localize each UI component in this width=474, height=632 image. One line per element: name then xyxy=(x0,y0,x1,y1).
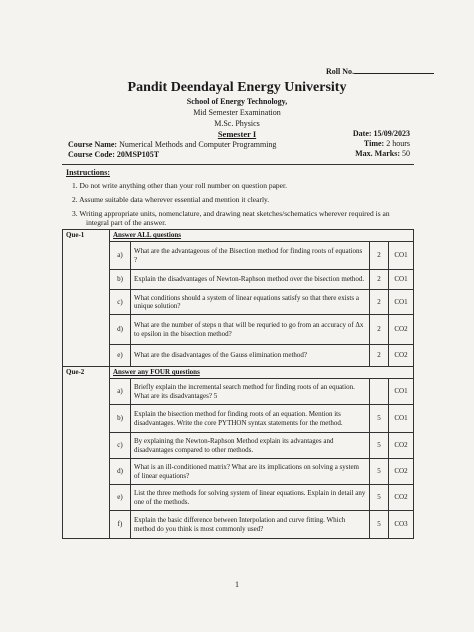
date-label: Date: xyxy=(352,129,372,138)
co-cell: CO1 xyxy=(389,270,414,290)
university-name: Pandit Deendayal Energy University xyxy=(127,80,347,95)
table-row xyxy=(63,511,414,539)
sub-question-label: f) xyxy=(110,511,131,539)
marks-cell: 5 xyxy=(370,511,389,539)
instruction-item: 1. Do not write anything other than your roll number on question paper. xyxy=(72,181,287,190)
question-label: Que-1 xyxy=(63,230,110,367)
question-text: What is an ill-conditioned matrix? What are its implications on solving a system of linear equations? xyxy=(131,459,370,485)
sub-question-label: a) xyxy=(110,242,131,270)
table-row xyxy=(63,485,414,511)
marks-cell: 2 xyxy=(370,345,389,367)
question-text: Explain the disadvantages of Newton-Raphson method over the bisection method. xyxy=(131,270,370,290)
question-text: List the three methods for solving system of linear equations. Explain in detail any one of the methods. xyxy=(131,485,370,511)
question-text: Explain the basic difference between Interpolation and curve fitting. Which method do you think is most commonly used? xyxy=(131,511,370,539)
table-row xyxy=(63,459,414,485)
divider xyxy=(62,164,414,165)
sub-question-label: b) xyxy=(110,270,131,290)
co-cell: CO1 xyxy=(389,405,414,433)
table-row xyxy=(63,315,414,345)
instructions-list xyxy=(72,181,414,232)
course-name-label: Course Name: xyxy=(68,140,118,149)
section-heading: Answer any FOUR questions xyxy=(110,367,414,379)
marks-cell: 5 xyxy=(370,459,389,485)
co-cell: CO2 xyxy=(389,485,414,511)
co-cell: CO2 xyxy=(389,315,414,345)
roll-number-field xyxy=(326,66,434,76)
table-row xyxy=(63,270,414,290)
co-cell: CO3 xyxy=(389,511,414,539)
sub-question-label: e) xyxy=(110,485,131,511)
question-text: What are the advantageous of the Bisection method for finding roots of equations ? xyxy=(131,242,370,270)
marks-cell: 5 xyxy=(370,405,389,433)
semester-label: Semester I xyxy=(217,129,257,139)
sub-question-label: e) xyxy=(110,345,131,367)
question-text: What conditions should a system of linear equations satisfy so that there exists a unique solution? xyxy=(131,290,370,315)
marks-cell: 2 xyxy=(370,270,389,290)
co-cell: CO2 xyxy=(389,459,414,485)
sub-question-label: a) xyxy=(110,379,131,405)
max-marks: 50 xyxy=(402,149,410,158)
course-info xyxy=(68,140,276,160)
course-name: Numerical Methods and Computer Programming xyxy=(119,140,277,149)
co-cell: CO2 xyxy=(389,433,414,459)
question-text: Explain the bisection method for finding roots of an equation. Mention its disadvantages. Write the core PYTHON syntax statements for the method. xyxy=(131,405,370,433)
sub-question-label: d) xyxy=(110,315,131,345)
table-row xyxy=(63,405,414,433)
instructions-title: Instructions: xyxy=(66,168,111,177)
roll-number-label: Roll No. xyxy=(326,67,354,76)
marks-cell: 2 xyxy=(370,290,389,315)
exam-date: 15/09/2023 xyxy=(373,129,410,138)
sub-question-label: c) xyxy=(110,290,131,315)
table-row xyxy=(63,345,414,367)
co-cell: CO1 xyxy=(389,290,414,315)
sub-question-label: d) xyxy=(110,459,131,485)
instruction-item: 3. Writing appropriate units, nomenclature, and drawing neat sketches/schematics wherever required is an integral part of the answer. xyxy=(72,209,390,227)
co-cell: CO1 xyxy=(389,379,414,405)
table-row xyxy=(63,242,414,270)
time-label: Time: xyxy=(363,139,385,148)
marks-cell: 2 xyxy=(370,315,389,345)
sub-question-label: b) xyxy=(110,405,131,433)
table-row xyxy=(63,290,414,315)
exam-meta xyxy=(353,129,410,159)
table-row xyxy=(63,379,414,405)
marks-cell: 5 xyxy=(370,433,389,459)
roll-number-blank xyxy=(354,66,434,74)
section-heading: Answer ALL questions xyxy=(110,230,414,242)
question-text: Briefly explain the incremental search method for finding roots of an equation. What are its disadvantages? 5 xyxy=(131,379,370,405)
exam-name: Mid Semester Examination xyxy=(193,108,281,117)
question-text: What are the number of steps n that will be requried to go from an accuracy of Δx to epsilon in the bisection method? xyxy=(131,315,370,345)
exam-time: 2 hours xyxy=(386,139,410,148)
co-cell: CO2 xyxy=(389,345,414,367)
question-header-row xyxy=(63,230,414,242)
instruction-item: 2. Assume suitable data wherever essential and mention it clearly. xyxy=(72,195,270,204)
co-cell: CO1 xyxy=(389,242,414,270)
question-label: Que-2 xyxy=(63,367,110,539)
table-row xyxy=(63,433,414,459)
marks-label: Max. Marks: xyxy=(355,149,400,158)
course-code: 20MSP105T xyxy=(116,150,160,159)
question-text: By explaining the Newton-Raphson Method explain its advantages and disadvantages compared to other methods. xyxy=(131,433,370,459)
question-header-row xyxy=(63,367,414,379)
school-name: School of Energy Technology, xyxy=(186,97,288,106)
marks-cell xyxy=(370,379,389,405)
page-number: 1 xyxy=(235,580,239,589)
course-code-label: Course Code: xyxy=(68,150,115,159)
program-name: M.Sc. Physics xyxy=(214,119,260,128)
questions-table xyxy=(62,229,414,539)
sub-question-label: c) xyxy=(110,433,131,459)
marks-cell: 2 xyxy=(370,242,389,270)
question-text: What are the disadvantages of the Gauss elimination method? xyxy=(131,345,370,367)
marks-cell: 5 xyxy=(370,485,389,511)
